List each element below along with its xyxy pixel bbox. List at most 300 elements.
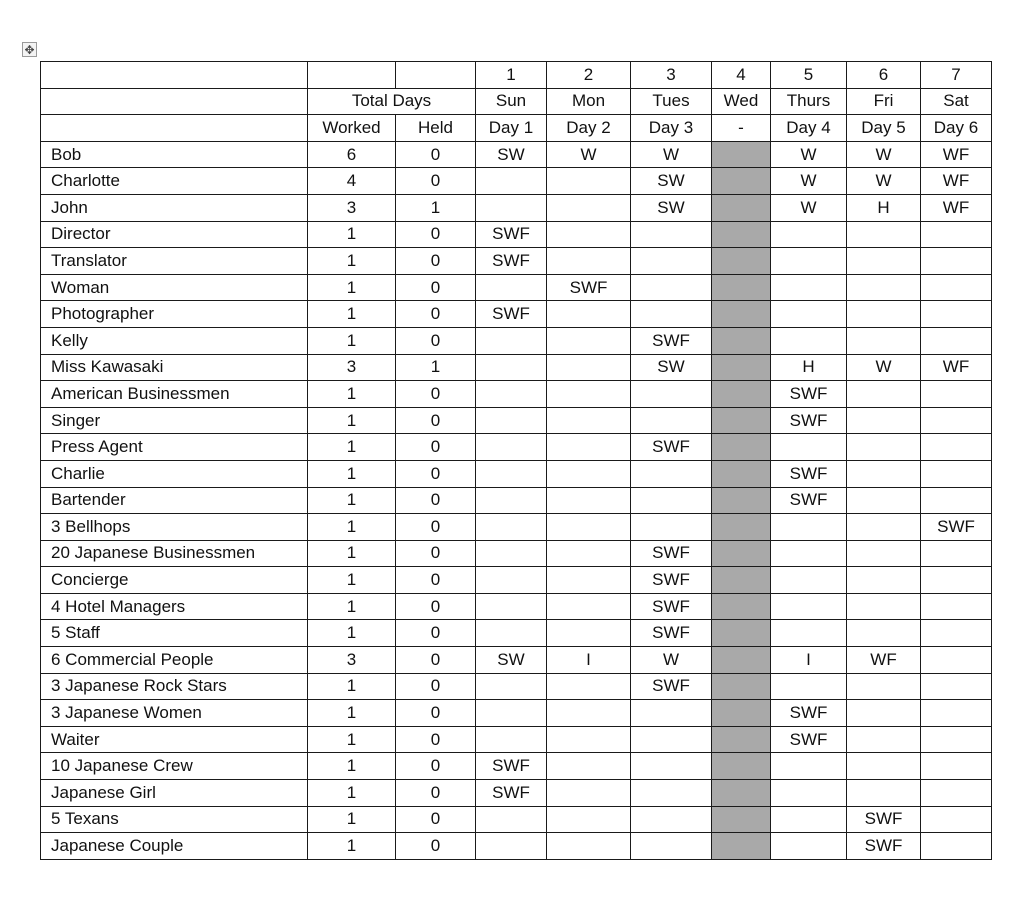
days-worked: 1 [308, 487, 396, 514]
table-row [41, 647, 992, 674]
day-status-cell [547, 700, 631, 727]
day-status-cell [476, 274, 547, 301]
days-worked: 1 [308, 753, 396, 780]
table-row [41, 460, 992, 487]
day-status-cell [547, 381, 631, 408]
header-row-day-numbers [41, 62, 992, 89]
day-status-cell: WF [921, 354, 992, 381]
day-status-cell [547, 806, 631, 833]
days-held: 0 [396, 274, 476, 301]
days-held: 0 [396, 833, 476, 860]
day-status-cell [847, 567, 921, 594]
day-status-cell: SWF [847, 806, 921, 833]
cast-name: Charlotte [41, 168, 308, 195]
day-status-cell [547, 780, 631, 807]
off-day-cell [712, 381, 771, 408]
cast-name: Japanese Girl [41, 780, 308, 807]
day-status-cell [547, 673, 631, 700]
day-status-cell [547, 221, 631, 248]
days-worked: 1 [308, 673, 396, 700]
day-status-cell: WF [921, 168, 992, 195]
off-day-cell [712, 274, 771, 301]
cast-name: Charlie [41, 460, 308, 487]
days-held: 0 [396, 806, 476, 833]
day-status-cell: W [771, 168, 847, 195]
table-row [41, 434, 992, 461]
off-day-cell [712, 780, 771, 807]
day-status-cell [476, 620, 547, 647]
table-row [41, 168, 992, 195]
day-status-cell: SWF [921, 514, 992, 541]
table-row [41, 780, 992, 807]
day-status-cell [631, 700, 712, 727]
days-held: 0 [396, 301, 476, 328]
day-status-cell [547, 248, 631, 275]
off-day-cell [712, 673, 771, 700]
off-day-cell [712, 726, 771, 753]
day-status-cell [847, 540, 921, 567]
day-status-cell: SWF [547, 274, 631, 301]
days-held: 0 [396, 381, 476, 408]
off-day-cell [712, 354, 771, 381]
day-status-cell: SWF [476, 780, 547, 807]
day-status-cell [547, 168, 631, 195]
day-status-cell: SWF [476, 248, 547, 275]
days-held: 0 [396, 726, 476, 753]
day-status-cell: SWF [771, 460, 847, 487]
days-held: 1 [396, 194, 476, 221]
day-status-cell: WF [847, 647, 921, 674]
off-day-cell [712, 514, 771, 541]
day-status-cell [771, 540, 847, 567]
cast-name: 4 Hotel Managers [41, 593, 308, 620]
day-status-cell: W [771, 194, 847, 221]
day-status-cell [631, 514, 712, 541]
weekday: Sun [476, 88, 547, 115]
day-status-cell [771, 567, 847, 594]
day-status-cell [847, 248, 921, 275]
day-status-cell: SWF [631, 540, 712, 567]
cast-name: 3 Japanese Women [41, 700, 308, 727]
day-status-cell [476, 168, 547, 195]
day-status-cell: SWF [631, 434, 712, 461]
cast-name: Bartender [41, 487, 308, 514]
total-days-label: Total Days [308, 88, 476, 115]
cast-name: Concierge [41, 567, 308, 594]
day-status-cell: SWF [631, 593, 712, 620]
day-status-cell [847, 221, 921, 248]
day-status-cell [847, 274, 921, 301]
day-status-cell [921, 673, 992, 700]
day-status-cell [631, 407, 712, 434]
day-status-cell: W [847, 168, 921, 195]
off-day-cell [712, 593, 771, 620]
header-blank-cell [396, 62, 476, 89]
cast-name: Waiter [41, 726, 308, 753]
day-status-cell [921, 434, 992, 461]
day-number: 7 [921, 62, 992, 89]
cast-name: Miss Kawasaki [41, 354, 308, 381]
table-row [41, 540, 992, 567]
cast-name: 5 Texans [41, 806, 308, 833]
off-day-cell [712, 221, 771, 248]
day-status-cell: SWF [631, 327, 712, 354]
day-status-cell [771, 780, 847, 807]
shoot-day: Day 2 [547, 115, 631, 142]
day-status-cell: SWF [476, 301, 547, 328]
day-status-cell [771, 833, 847, 860]
day-status-cell [921, 248, 992, 275]
shoot-day: Day 1 [476, 115, 547, 142]
days-held: 0 [396, 540, 476, 567]
weekday: Mon [547, 88, 631, 115]
table-row [41, 301, 992, 328]
day-status-cell [771, 327, 847, 354]
day-status-cell [547, 434, 631, 461]
weekday: Tues [631, 88, 712, 115]
days-worked: 1 [308, 833, 396, 860]
cast-name: 20 Japanese Businessmen [41, 540, 308, 567]
table-move-handle-icon[interactable]: ✥ [22, 42, 37, 57]
table-row [41, 593, 992, 620]
day-status-cell [476, 806, 547, 833]
days-worked: 1 [308, 726, 396, 753]
cast-name: 3 Bellhops [41, 514, 308, 541]
days-held: 1 [396, 354, 476, 381]
day-status-cell [921, 726, 992, 753]
day-status-cell [921, 487, 992, 514]
day-number: 3 [631, 62, 712, 89]
days-worked: 1 [308, 540, 396, 567]
day-status-cell [547, 593, 631, 620]
day-status-cell [631, 753, 712, 780]
day-status-cell: SWF [771, 700, 847, 727]
day-status-cell [771, 806, 847, 833]
cast-name: Singer [41, 407, 308, 434]
day-status-cell [847, 487, 921, 514]
off-day-cell [712, 194, 771, 221]
day-status-cell [771, 673, 847, 700]
days-held: 0 [396, 168, 476, 195]
day-status-cell [921, 327, 992, 354]
days-worked: 3 [308, 647, 396, 674]
day-status-cell [921, 567, 992, 594]
day-status-cell: SWF [476, 753, 547, 780]
day-status-cell: I [771, 647, 847, 674]
day-status-cell [631, 221, 712, 248]
days-worked: 1 [308, 221, 396, 248]
table-row [41, 806, 992, 833]
cast-name: Translator [41, 248, 308, 275]
day-status-cell: SWF [631, 620, 712, 647]
day-status-cell [476, 354, 547, 381]
day-status-cell [547, 514, 631, 541]
day-status-cell [921, 381, 992, 408]
day-status-cell: H [847, 194, 921, 221]
day-status-cell [631, 726, 712, 753]
days-worked: 1 [308, 514, 396, 541]
cast-name: 3 Japanese Rock Stars [41, 673, 308, 700]
weekday: Thurs [771, 88, 847, 115]
table-row [41, 248, 992, 275]
days-worked: 3 [308, 194, 396, 221]
day-status-cell [921, 833, 992, 860]
day-status-cell: SWF [631, 567, 712, 594]
day-status-cell: SWF [476, 221, 547, 248]
cast-name: John [41, 194, 308, 221]
day-status-cell: SWF [771, 407, 847, 434]
day-status-cell: W [631, 141, 712, 168]
day-status-cell [476, 540, 547, 567]
off-day-cell [712, 833, 771, 860]
day-status-cell: SWF [847, 833, 921, 860]
days-held: 0 [396, 567, 476, 594]
day-status-cell [631, 381, 712, 408]
days-held: 0 [396, 221, 476, 248]
day-status-cell [476, 833, 547, 860]
day-status-cell [547, 726, 631, 753]
table-row [41, 673, 992, 700]
day-status-cell [847, 407, 921, 434]
header-blank-cell [41, 115, 308, 142]
day-status-cell: SWF [771, 726, 847, 753]
cast-name: 6 Commercial People [41, 647, 308, 674]
day-status-cell [547, 487, 631, 514]
off-day-cell [712, 248, 771, 275]
day-status-cell [476, 593, 547, 620]
day-status-cell: SWF [631, 673, 712, 700]
day-status-cell [547, 620, 631, 647]
day-status-cell [631, 806, 712, 833]
day-status-cell [771, 434, 847, 461]
cast-name: American Businessmen [41, 381, 308, 408]
day-status-cell [631, 301, 712, 328]
day-status-cell [771, 301, 847, 328]
days-worked: 4 [308, 168, 396, 195]
off-day-cell [712, 141, 771, 168]
day-status-cell [921, 460, 992, 487]
off-day-cell [712, 647, 771, 674]
days-worked: 1 [308, 806, 396, 833]
day-number: 1 [476, 62, 547, 89]
day-status-cell: W [847, 354, 921, 381]
day-status-cell [631, 460, 712, 487]
days-worked: 1 [308, 301, 396, 328]
day-status-cell [476, 194, 547, 221]
day-status-cell [847, 514, 921, 541]
days-worked: 6 [308, 141, 396, 168]
day-status-cell [847, 620, 921, 647]
day-status-cell [921, 620, 992, 647]
day-number: 5 [771, 62, 847, 89]
header-blank-cell [41, 62, 308, 89]
day-status-cell: W [547, 141, 631, 168]
table-row [41, 274, 992, 301]
day-status-cell [476, 381, 547, 408]
day-status-cell [921, 700, 992, 727]
day-status-cell: W [771, 141, 847, 168]
off-day-cell [712, 700, 771, 727]
days-worked: 1 [308, 434, 396, 461]
day-status-cell [847, 700, 921, 727]
table-row [41, 487, 992, 514]
cast-name: Bob [41, 141, 308, 168]
table-row [41, 221, 992, 248]
off-day-cell [712, 540, 771, 567]
off-day-cell [712, 168, 771, 195]
day-status-cell [847, 434, 921, 461]
shoot-day: - [712, 115, 771, 142]
day-status-cell: SW [631, 194, 712, 221]
day-status-cell [547, 833, 631, 860]
table-row [41, 620, 992, 647]
table-row [41, 833, 992, 860]
days-held: 0 [396, 593, 476, 620]
day-out-of-days-table [40, 61, 992, 860]
day-status-cell: SWF [771, 381, 847, 408]
table-row [41, 567, 992, 594]
cast-name: 5 Staff [41, 620, 308, 647]
day-status-cell [547, 327, 631, 354]
table-row [41, 514, 992, 541]
off-day-cell [712, 327, 771, 354]
header-row-weekdays [41, 88, 992, 115]
header-blank-cell [308, 62, 396, 89]
table-row [41, 327, 992, 354]
day-status-cell [847, 327, 921, 354]
day-status-cell [631, 274, 712, 301]
off-day-cell [712, 753, 771, 780]
off-day-cell [712, 567, 771, 594]
days-held: 0 [396, 487, 476, 514]
table-row [41, 194, 992, 221]
day-status-cell [631, 780, 712, 807]
day-status-cell: SW [631, 354, 712, 381]
day-status-cell [847, 301, 921, 328]
day-status-cell: H [771, 354, 847, 381]
day-status-cell [771, 221, 847, 248]
day-number: 2 [547, 62, 631, 89]
days-worked: 1 [308, 620, 396, 647]
days-held: 0 [396, 434, 476, 461]
cast-name: Photographer [41, 301, 308, 328]
day-status-cell: I [547, 647, 631, 674]
cast-name: 10 Japanese Crew [41, 753, 308, 780]
off-day-cell [712, 434, 771, 461]
table-row [41, 753, 992, 780]
cast-name: Woman [41, 274, 308, 301]
day-status-cell [921, 221, 992, 248]
day-status-cell [771, 248, 847, 275]
cast-name: Press Agent [41, 434, 308, 461]
day-status-cell [547, 354, 631, 381]
shoot-day: Day 6 [921, 115, 992, 142]
day-status-cell: W [847, 141, 921, 168]
days-held: 0 [396, 460, 476, 487]
off-day-cell [712, 301, 771, 328]
day-status-cell: SWF [771, 487, 847, 514]
days-worked: 1 [308, 327, 396, 354]
day-status-cell [476, 514, 547, 541]
day-status-cell [476, 407, 547, 434]
shoot-day: Day 5 [847, 115, 921, 142]
table-row [41, 700, 992, 727]
day-status-cell [771, 620, 847, 647]
day-status-cell [847, 673, 921, 700]
weekday: Sat [921, 88, 992, 115]
table-row [41, 141, 992, 168]
days-worked: 1 [308, 780, 396, 807]
day-status-cell: SW [476, 141, 547, 168]
table-row [41, 726, 992, 753]
days-held: 0 [396, 407, 476, 434]
day-status-cell [921, 593, 992, 620]
days-worked: 1 [308, 593, 396, 620]
day-status-cell: W [631, 647, 712, 674]
day-status-cell [921, 647, 992, 674]
days-held: 0 [396, 753, 476, 780]
shoot-day: Day 3 [631, 115, 712, 142]
day-status-cell [771, 274, 847, 301]
day-status-cell [631, 248, 712, 275]
day-status-cell [921, 753, 992, 780]
day-number: 4 [712, 62, 771, 89]
off-day-cell [712, 487, 771, 514]
day-status-cell [547, 567, 631, 594]
day-status-cell [847, 726, 921, 753]
days-worked: 1 [308, 460, 396, 487]
day-status-cell [771, 593, 847, 620]
off-day-cell [712, 806, 771, 833]
header-row-shoot-days [41, 115, 992, 142]
day-status-cell: SW [476, 647, 547, 674]
day-status-cell [476, 673, 547, 700]
held-label: Held [396, 115, 476, 142]
shoot-day: Day 4 [771, 115, 847, 142]
day-status-cell [921, 301, 992, 328]
weekday: Wed [712, 88, 771, 115]
days-worked: 1 [308, 407, 396, 434]
days-worked: 1 [308, 248, 396, 275]
table-row [41, 381, 992, 408]
day-status-cell [547, 301, 631, 328]
day-status-cell [921, 540, 992, 567]
off-day-cell [712, 620, 771, 647]
day-status-cell [847, 780, 921, 807]
cast-name: Kelly [41, 327, 308, 354]
cast-name: Director [41, 221, 308, 248]
day-status-cell [921, 780, 992, 807]
days-held: 0 [396, 620, 476, 647]
worked-label: Worked [308, 115, 396, 142]
day-status-cell: SW [631, 168, 712, 195]
header-blank-cell [41, 88, 308, 115]
day-status-cell [847, 753, 921, 780]
day-status-cell [547, 194, 631, 221]
days-held: 0 [396, 327, 476, 354]
day-status-cell [771, 514, 847, 541]
day-status-cell [476, 460, 547, 487]
day-status-cell [476, 567, 547, 594]
day-status-cell [476, 434, 547, 461]
table-row [41, 407, 992, 434]
off-day-cell [712, 460, 771, 487]
days-held: 0 [396, 673, 476, 700]
days-worked: 1 [308, 274, 396, 301]
day-status-cell [547, 460, 631, 487]
day-status-cell [847, 460, 921, 487]
day-status-cell [476, 726, 547, 753]
